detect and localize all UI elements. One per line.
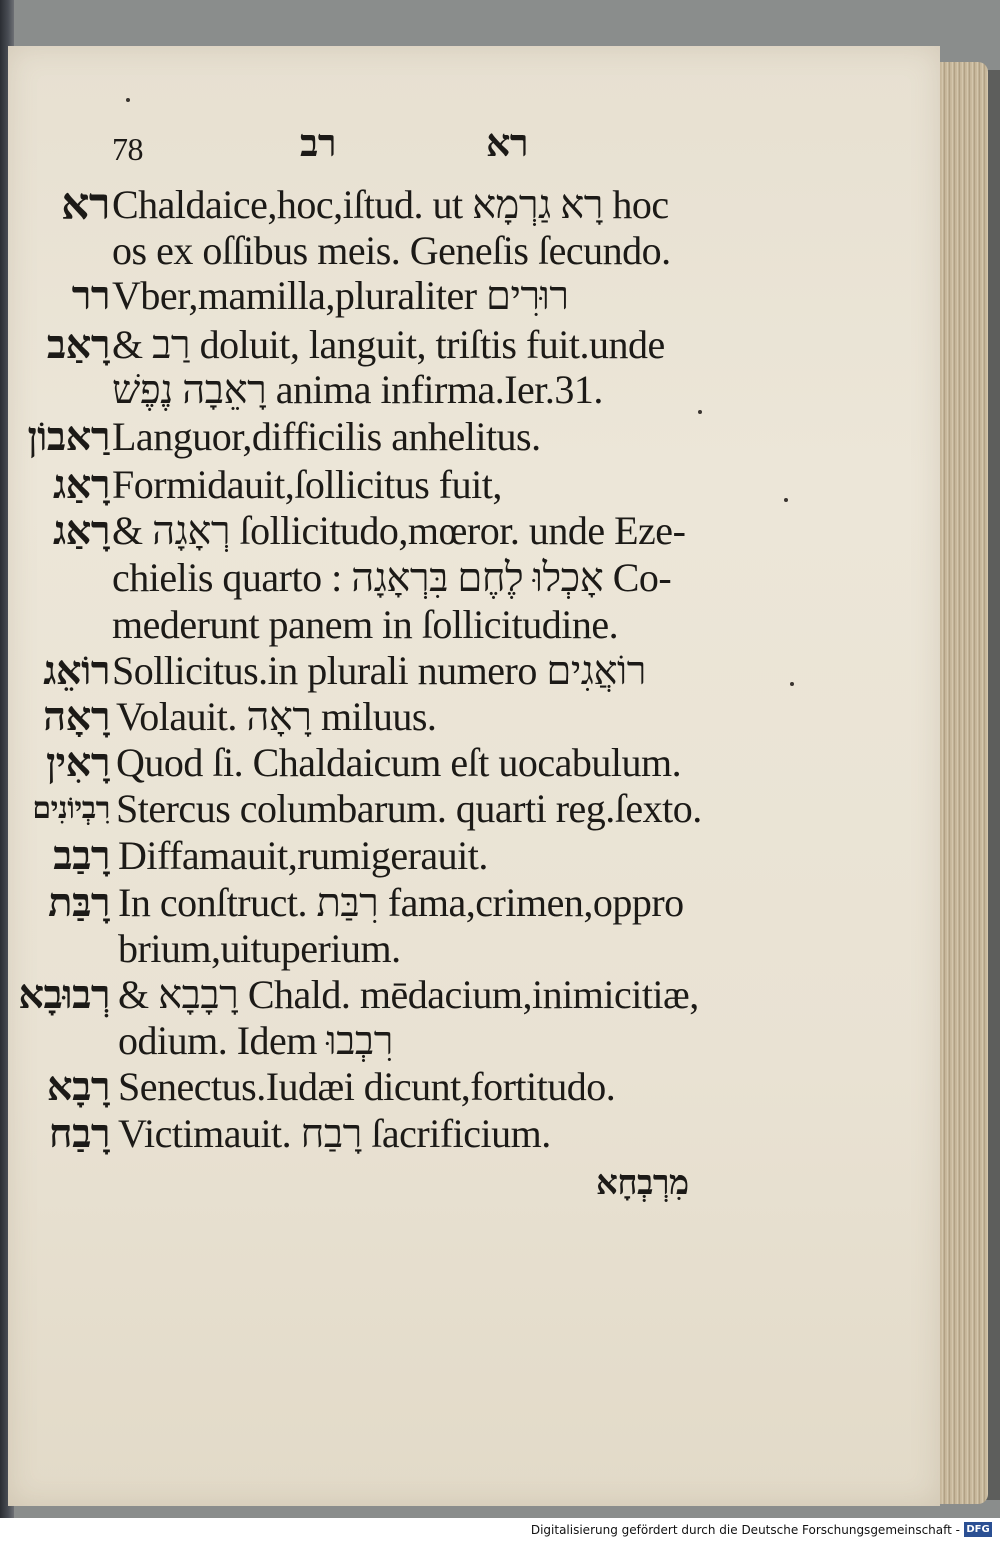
entry-line: Diffamauit,rumigerauit.: [118, 833, 488, 878]
folio-number: 78: [112, 131, 143, 167]
ink-speck: [126, 98, 130, 102]
footer-bar: [0, 1518, 1000, 1542]
dfg-logo: DFG: [964, 1522, 992, 1537]
entry-line: Quod ſi. Chaldaicum eſt uocabulum.: [116, 740, 682, 785]
ink-speck: [784, 498, 788, 502]
ink-speck: [790, 682, 794, 686]
entry-line: Languor,difficilis anhelitus.: [112, 414, 541, 459]
ink-speck: [698, 410, 702, 414]
entry-line: mederunt panem in ſollicitudine.: [112, 602, 619, 647]
page-edges: [936, 62, 988, 1504]
entry-line: Vber,mamilla,pluraliter רוּרִים: [112, 273, 569, 318]
entry-line: brium,uituperium.: [118, 926, 401, 971]
entry-head: רְבוּבָא: [18, 971, 110, 1018]
entry-head: רָאַב: [46, 321, 110, 368]
entry-line: Sollicitus.in plurali numero רוֹאֲגִים: [112, 648, 646, 693]
running-head-right: רא: [486, 120, 529, 165]
entry-line: & רְאָגָה ſollicitudo,mœror. unde Eze-: [112, 508, 686, 553]
entry-line: Formidauit,ſollicitus fuit,: [112, 462, 502, 507]
entry-head: רא: [61, 179, 110, 230]
entry-line: Volauit. רָאָה miluus.: [116, 694, 437, 739]
entry-head: רוֹאֵג: [43, 647, 110, 694]
entry-head: רָאַג: [52, 461, 110, 508]
entry-head: רָבַח: [48, 1110, 110, 1157]
entry-line: & רָבָבָא Chald. mēdacium,inimicitiæ,: [118, 972, 699, 1017]
entry-line: & רַב doluit, languit, triſtis fuit.unde: [112, 322, 665, 367]
entry-line: Stercus columbarum. quarti reg.ſexto.: [116, 786, 702, 831]
entry-head: רָאָה: [43, 693, 110, 740]
footer-credit: Digitalisierung gefördert durch die Deutsche Forschungsgemeinschaft -: [530, 1523, 960, 1537]
catchword: מִרְבְחָא: [596, 1163, 689, 1203]
right-border: [986, 70, 1000, 1500]
entry-head: רַאבוֹן: [27, 413, 110, 460]
entry-head: רִבְיוֹנִים: [32, 791, 110, 826]
entry-head: רָבַּת: [48, 879, 110, 926]
entry-head: רר: [71, 272, 110, 319]
entry-head: רָאַג: [52, 507, 110, 554]
entry-line: Chaldaice,hoc,iſtud. ut רָא גַרְמָא hoc: [112, 182, 669, 227]
entry-head: רָאִין: [45, 739, 110, 786]
entry-head: רָבָא: [46, 1063, 110, 1110]
entry-line: Victimauit. רָבַח ſacrificium.: [118, 1111, 551, 1156]
entry-line: Senectus.Iudæi dicunt,fortitudo.: [118, 1064, 616, 1109]
entry-line: os ex oſſibus meis. Geneſis ſecundo.: [112, 228, 671, 273]
running-head-left: רב: [300, 120, 336, 165]
entry-line: chielis quarto : אָכְלוּ לֶחֶם בִּרְאָגָה Co-: [112, 555, 672, 600]
entry-head: רָבַב: [53, 832, 110, 879]
entry-line: odium. Idem רִבְבוּ: [118, 1018, 393, 1063]
entry-line: רָאֵבָה נֶפֶשׁ anima infirma.Ier.31.: [112, 367, 603, 412]
entry-line: In conſtruct. רִבַּת fama,crimen,oppro: [118, 880, 684, 925]
